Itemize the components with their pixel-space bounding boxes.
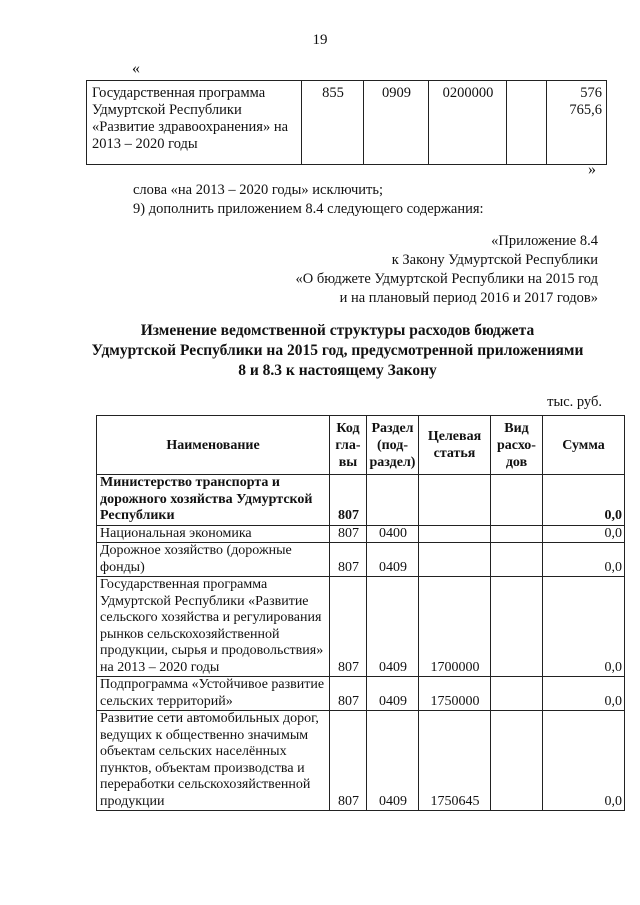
row-chapter-code: 807 (330, 577, 367, 677)
header-target-article: Целевая статья (419, 416, 491, 475)
row-section (367, 475, 419, 526)
table-row (97, 543, 625, 577)
row-amount: 0,0 (543, 677, 625, 711)
row-section: 0409 (367, 577, 419, 677)
row-chapter-code: 807 (330, 475, 367, 526)
table-row (97, 711, 625, 811)
header-name: Наименование (97, 416, 330, 475)
appendix-line: «О бюджете Удмуртской Республики на 2015 год (295, 271, 598, 287)
row-amount: 0,0 (543, 577, 625, 677)
paragraph-exclude-words: слова «на 2013 – 2020 годы» исключить; (133, 182, 384, 198)
table-row (97, 577, 625, 677)
appendix-line: «Приложение 8.4 (491, 233, 598, 249)
row-target-article (419, 475, 491, 526)
header-section: Раздел (под-раздел) (367, 416, 419, 475)
document-heading (60, 321, 615, 381)
appendix-line: к Закону Удмуртской Республики (391, 252, 598, 268)
row-amount: 0,0 (543, 475, 625, 526)
row-name: Государственная программа Удмуртской Республики «Развитие сельского хозяйства и регулирования рынков сельскохозяйственной продукции, сырья и продовольствия» на 2013 – 2020 годы (97, 577, 330, 677)
appendix-line: и на плановый период 2016 и 2017 годов» (339, 290, 598, 306)
page-number: 19 (312, 32, 328, 48)
row-name: Национальная экономика (97, 525, 330, 543)
row-expense-type (491, 525, 543, 543)
row-chapter-code: 807 (330, 677, 367, 711)
paragraph-add-appendix: 9) дополнить приложением 8.4 следующего содержания: (133, 201, 484, 217)
table-row (87, 81, 607, 165)
program-name-cell: Государственная программа Удмуртской Республики «Развитие здравоохранения» на 2013 – 2020 годы (87, 81, 302, 165)
row-expense-type (491, 711, 543, 811)
row-amount: 0,0 (543, 711, 625, 811)
row-expense-type (491, 543, 543, 577)
appendix-reference-block (296, 232, 598, 308)
header-chapter-code: Код гла-вы (330, 416, 367, 475)
row-target-article: 1750000 (419, 677, 491, 711)
amended-budget-row-table (86, 80, 607, 165)
table-row (97, 677, 625, 711)
section-code-cell: 0909 (364, 81, 429, 165)
row-target-article: 1750645 (419, 711, 491, 811)
row-target-article (419, 525, 491, 543)
row-expense-type (491, 677, 543, 711)
row-section: 0409 (367, 543, 419, 577)
row-amount: 0,0 (543, 525, 625, 543)
row-name: Дорожное хозяйство (дорожные фонды) (97, 543, 330, 577)
table-row (97, 475, 625, 526)
header-amount: Сумма (543, 416, 625, 475)
row-expense-type (491, 577, 543, 677)
closing-quote-mark: » (588, 161, 596, 178)
budget-structure-table (96, 415, 625, 811)
opening-quote-mark: « (132, 60, 140, 77)
heading-line: Удмуртской Республики на 2015 год, предусмотренной приложениями (91, 342, 584, 359)
chapter-code-cell: 855 (302, 81, 364, 165)
row-chapter-code: 807 (330, 543, 367, 577)
row-section: 0400 (367, 525, 419, 543)
amount-cell: 576 765,6 (547, 81, 607, 165)
heading-line: Изменение ведомственной структуры расходов бюджета (140, 322, 535, 339)
expense-type-cell (507, 81, 547, 165)
heading-line: 8 и 8.3 к настоящему Закону (238, 362, 437, 379)
row-name: Подпрограмма «Устойчивое развитие сельских территорий» (97, 677, 330, 711)
row-target-article: 1700000 (419, 577, 491, 677)
row-target-article (419, 543, 491, 577)
table-row (97, 525, 625, 543)
table-header-row (97, 416, 625, 475)
row-section: 0409 (367, 711, 419, 811)
row-section: 0409 (367, 677, 419, 711)
row-chapter-code: 807 (330, 711, 367, 811)
row-name: Министерство транспорта и дорожного хозяйства Удмуртской Республики (97, 475, 330, 526)
row-amount: 0,0 (543, 543, 625, 577)
row-chapter-code: 807 (330, 525, 367, 543)
header-expense-type: Вид расхо-дов (491, 416, 543, 475)
row-expense-type (491, 475, 543, 526)
currency-unit-label: тыс. руб. (547, 394, 602, 410)
row-name: Развитие сети автомобильных дорог, ведущих к общественно значимым объектам сельских населённых пунктов, объектам производства и переработки сельскохозяйственной продукции (97, 711, 330, 811)
target-article-cell: 0200000 (429, 81, 507, 165)
